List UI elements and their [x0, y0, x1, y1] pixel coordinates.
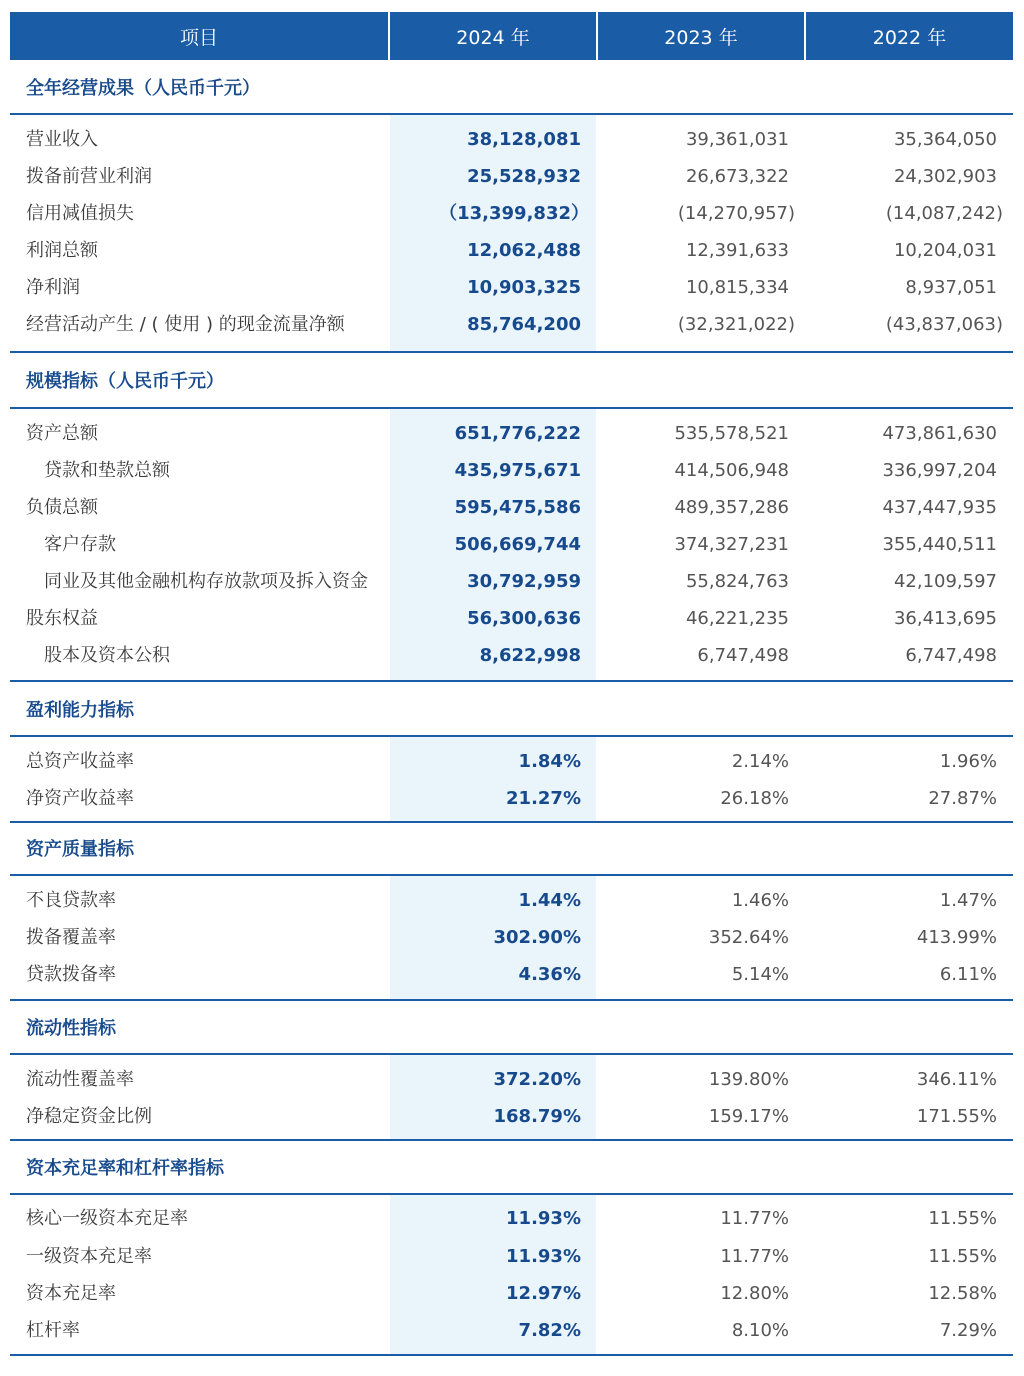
value-2023: 139.80%	[708, 1069, 789, 1090]
table-row	[10, 743, 1013, 780]
table-row	[10, 956, 1013, 993]
section-title: 盈利能力指标	[26, 700, 134, 721]
value-2024: 595,475,586	[454, 497, 581, 518]
row-label: 贷款拨备率	[26, 964, 116, 985]
table-row	[10, 882, 1013, 919]
value-2024: （13,399,832）	[439, 203, 589, 224]
value-2022: 7.29%	[939, 1320, 997, 1341]
row-label: 同业及其他金融机构存放款项及拆入资金	[44, 571, 368, 592]
value-2024: 4.36%	[518, 964, 581, 985]
value-2023: 414,506,948	[674, 460, 789, 481]
row-label: 股东权益	[26, 608, 98, 629]
section-divider	[10, 735, 1013, 737]
value-2022: 1.96%	[939, 751, 997, 772]
table-header	[10, 12, 1013, 60]
table-row	[10, 637, 1013, 674]
section-header	[10, 682, 1013, 737]
value-2024: 372.20%	[493, 1069, 581, 1090]
row-label: 总资产收益率	[26, 751, 134, 772]
row-label: 信用减值损失	[26, 203, 134, 224]
value-2023: 46,221,235	[685, 608, 789, 629]
value-2023: 10,815,334	[685, 277, 789, 298]
table-row	[10, 1200, 1013, 1237]
section-title: 全年经营成果（人民币千元）	[26, 78, 260, 99]
value-2024: 651,776,222	[454, 423, 581, 444]
row-label: 拨备前营业利润	[26, 166, 152, 187]
section-divider	[10, 113, 1013, 115]
table-row	[10, 780, 1013, 817]
row-label: 利润总额	[26, 240, 98, 261]
row-label: 核心一级资本充足率	[26, 1208, 188, 1229]
row-label: 经营活动产生 / ( 使用 ) 的现金流量净额	[26, 314, 345, 335]
section-header	[10, 60, 1013, 115]
value-2023: 374,327,231	[674, 534, 789, 555]
value-2023: 159.17%	[708, 1106, 789, 1127]
value-2022: 27.87%	[928, 788, 997, 809]
value-2023: 535,578,521	[674, 423, 789, 444]
section-divider	[10, 407, 1013, 409]
row-label: 一级资本充足率	[26, 1246, 152, 1267]
value-2022: 473,861,630	[882, 423, 997, 444]
value-2022: 6,747,498	[905, 645, 997, 666]
value-2023: 39,361,031	[685, 129, 789, 150]
row-label: 客户存款	[44, 534, 116, 555]
section-divider	[10, 1053, 1013, 1055]
value-2024: 168.79%	[493, 1106, 581, 1127]
value-2023: 352.64%	[708, 927, 789, 948]
value-2023: 5.14%	[731, 964, 789, 985]
value-2022: (14,087,242)	[885, 203, 1003, 224]
value-2022: 10,204,031	[893, 240, 997, 261]
section-divider	[10, 1193, 1013, 1195]
table-row	[10, 1238, 1013, 1275]
value-2024: 12.97%	[506, 1283, 581, 1304]
table-row	[10, 526, 1013, 563]
row-label: 拨备覆盖率	[26, 927, 116, 948]
value-2022: 336,997,204	[882, 460, 997, 481]
value-2024: 10,903,325	[467, 277, 581, 298]
section-header	[10, 823, 1013, 876]
value-2023: (14,270,957)	[677, 203, 795, 224]
value-2022: 171.55%	[916, 1106, 997, 1127]
table-row	[10, 563, 1013, 600]
table-row	[10, 195, 1013, 232]
row-label: 不良贷款率	[26, 890, 116, 911]
value-2024: 1.44%	[518, 890, 581, 911]
value-2024: 1.84%	[518, 751, 581, 772]
value-2022: 36,413,695	[893, 608, 997, 629]
value-2023: (32,321,022)	[677, 314, 795, 335]
value-2024: 21.27%	[506, 788, 581, 809]
value-2024: 302.90%	[493, 927, 581, 948]
value-2023: 26,673,322	[685, 166, 789, 187]
table-row	[10, 600, 1013, 637]
value-2024: 38,128,081	[467, 129, 581, 150]
row-label: 流动性覆盖率	[26, 1069, 134, 1090]
value-2024: 56,300,636	[467, 608, 581, 629]
value-2024: 8,622,998	[479, 645, 581, 666]
table-row	[10, 121, 1013, 158]
section-title: 流动性指标	[26, 1018, 116, 1039]
table-row	[10, 1098, 1013, 1135]
value-2022: 346.11%	[916, 1069, 997, 1090]
row-label: 负债总额	[26, 497, 98, 518]
row-label: 贷款和垫款总额	[44, 460, 170, 481]
value-2023: 2.14%	[731, 751, 789, 772]
value-2024: 30,792,959	[467, 571, 581, 592]
header-2023: 2023 年	[598, 12, 806, 60]
row-label: 营业收入	[26, 129, 98, 150]
table-row	[10, 1275, 1013, 1312]
value-2023: 26.18%	[720, 788, 789, 809]
row-label: 净资产收益率	[26, 788, 134, 809]
value-2022: 437,447,935	[882, 497, 997, 518]
value-2023: 489,357,286	[674, 497, 789, 518]
table-row	[10, 232, 1013, 269]
table-row	[10, 269, 1013, 306]
section-header	[10, 1141, 1013, 1195]
value-2022: 8,937,051	[905, 277, 997, 298]
value-2024: 11.93%	[506, 1246, 581, 1267]
value-2022: (43,837,063)	[885, 314, 1003, 335]
value-2023: 6,747,498	[697, 645, 789, 666]
value-2023: 11.77%	[720, 1208, 789, 1229]
table-bottom-divider	[10, 1354, 1013, 1356]
value-2024: 25,528,932	[467, 166, 581, 187]
row-label: 杠杆率	[26, 1320, 80, 1341]
table-row	[10, 452, 1013, 489]
value-2022: 35,364,050	[893, 129, 997, 150]
row-label: 净稳定资金比例	[26, 1106, 152, 1127]
value-2023: 1.46%	[731, 890, 789, 911]
row-label: 资本充足率	[26, 1283, 116, 1304]
value-2022: 42,109,597	[893, 571, 997, 592]
value-2022: 355,440,511	[882, 534, 997, 555]
value-2022: 11.55%	[928, 1208, 997, 1229]
table-row	[10, 306, 1013, 343]
row-label: 股本及资本公积	[44, 645, 170, 666]
value-2024: 12,062,488	[467, 240, 581, 261]
value-2022: 11.55%	[928, 1246, 997, 1267]
table-row	[10, 1312, 1013, 1349]
table-row	[10, 1061, 1013, 1098]
value-2023: 12,391,633	[685, 240, 789, 261]
value-2022: 24,302,903	[893, 166, 997, 187]
value-2024: 435,975,671	[454, 460, 581, 481]
value-2024: 506,669,744	[454, 534, 581, 555]
section-header	[10, 353, 1013, 409]
value-2024: 7.82%	[518, 1320, 581, 1341]
section-title: 资产质量指标	[26, 839, 134, 860]
value-2024: 85,764,200	[467, 314, 581, 335]
table-row	[10, 919, 1013, 956]
section-title: 资本充足率和杠杆率指标	[26, 1158, 224, 1179]
row-label: 资产总额	[26, 423, 98, 444]
row-label: 净利润	[26, 277, 80, 298]
header-2024: 2024 年	[390, 12, 598, 60]
value-2022: 413.99%	[916, 927, 997, 948]
value-2022: 12.58%	[928, 1283, 997, 1304]
header-2022: 2022 年	[806, 12, 1013, 60]
table-row	[10, 158, 1013, 195]
value-2022: 1.47%	[939, 890, 997, 911]
header-item: 项目	[10, 12, 390, 60]
value-2023: 55,824,763	[685, 571, 789, 592]
section-divider	[10, 874, 1013, 876]
value-2023: 8.10%	[731, 1320, 789, 1341]
value-2023: 12.80%	[720, 1283, 789, 1304]
section-title: 规模指标（人民币千元）	[26, 371, 224, 392]
table-row	[10, 415, 1013, 452]
value-2024: 11.93%	[506, 1208, 581, 1229]
value-2023: 11.77%	[720, 1246, 789, 1267]
table-row	[10, 489, 1013, 526]
value-2022: 6.11%	[939, 964, 997, 985]
section-header	[10, 1001, 1013, 1055]
